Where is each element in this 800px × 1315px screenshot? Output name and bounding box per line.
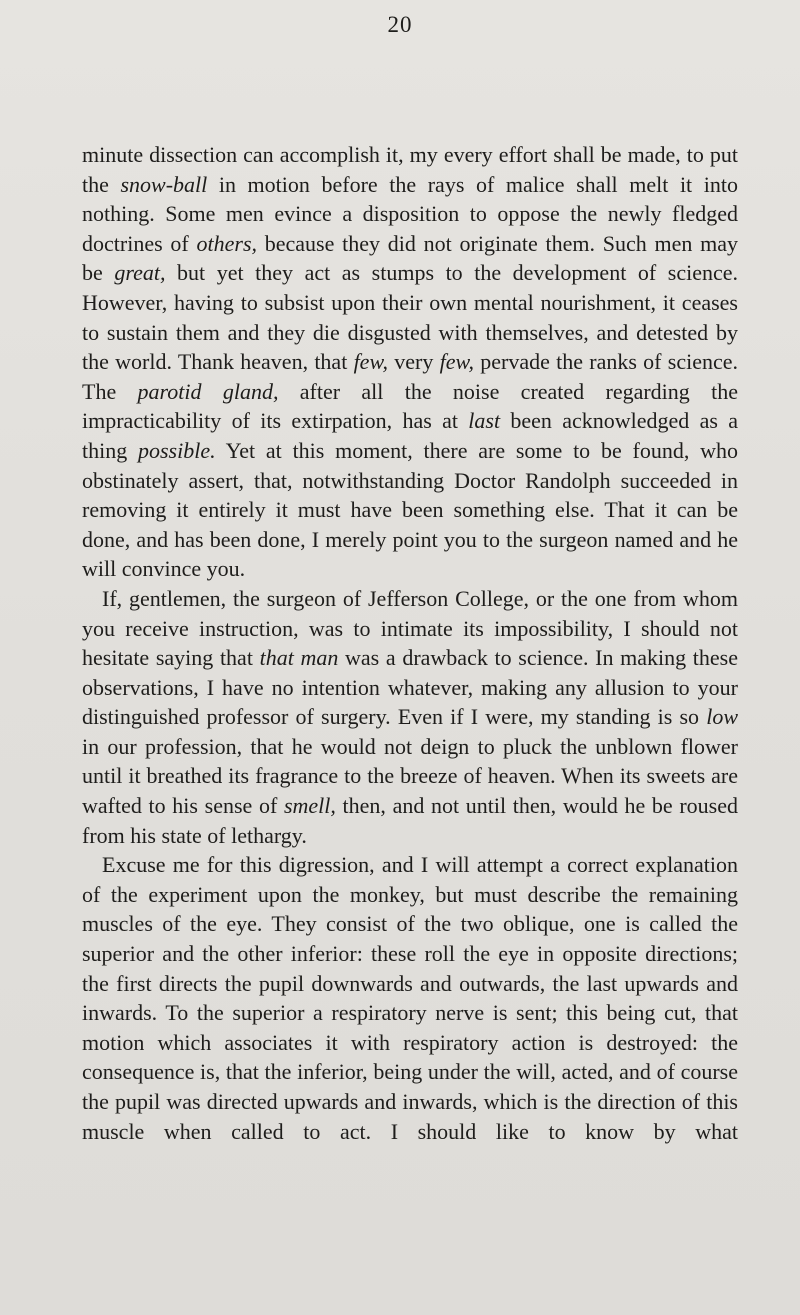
italic-text: that man (259, 645, 339, 671)
italic-text: low (706, 704, 738, 730)
text-run: been acknowledged as a thing (82, 408, 739, 463)
italic-text: last (468, 408, 501, 434)
text-run: after all the noise created regarding the impracticability of its extirpation, has at (82, 378, 738, 434)
italic-text: possible. (138, 437, 216, 463)
page-number: 20 (387, 12, 413, 37)
italic-text: few, (353, 349, 388, 375)
italic-text: parotid gland, (137, 378, 279, 404)
text-run: because they did not originate them. Such men may be (82, 230, 738, 286)
text-run: very (387, 349, 440, 375)
italic-text: great, (114, 260, 166, 286)
text-run: minute dissection can accomplish it, my every effort shall be made, to put the (82, 142, 738, 197)
italic-text: snow-ball (120, 171, 208, 197)
text-run: then, and not until then, would he be roused from his state of lethargy. (82, 793, 738, 848)
text-run: in motion before the rays of malice shall melt it into nothing. Some men evince a disposition to oppose the newly fledged doctrines of (82, 171, 738, 256)
text-run: in our profession, that he would not deign to pluck the unblown flower until it breathed its fragrance to the breeze of heaven. When its sweets are wafted to his sense of (82, 733, 738, 819)
text-run: Yet at this moment, there are some to be found, who obstinately assert, that, notwithstanding Doctor Randolph succeeded in removing it entirely it must have been something else. That it can be done, and has been done, I merely point you to the surgeon named and he will convince you. (82, 437, 738, 582)
italic-text: smell, (283, 793, 336, 819)
text-run: Excuse me for this digression, and I will attempt a correct explanation of the experiment upon the monkey, but must describe the remaining muscles of the eye. They consist of the two oblique, one is called the superior and the other inferior: these roll the eye in opposite directions; the first directs the pupil downwards and outwards, the last upwards and inwards. To the superior a respiratory nerve is sent; this being cut, that motion which associates it with respiratory action is destroyed: the consequence is, that the inferior, being under the will, acted, and of course the pupil was directed upwards and inwards, which is the direction of this muscle when called to act. I should like to know by what (82, 852, 738, 1144)
body-text (82, 140, 738, 1146)
italic-text: few, (439, 349, 475, 375)
italic-text: others, (196, 230, 257, 256)
paragraph (82, 584, 738, 850)
text-run: pervade the ranks of science. The (82, 349, 738, 404)
text-run: but yet they act as stumps to the development of science. However, having to subsist upon their own mental nourishment, it ceases to sustain them and they die disgusted with themselves, and detested by the world. Thank heaven, that (82, 260, 738, 375)
paragraph (82, 850, 738, 1146)
paragraph (82, 140, 738, 584)
text-run: was a drawback to science. In making these observations, I have no intention whatever, making any allusion to your distinguished professor of surgery. Even if I were, my standing is so (82, 645, 738, 730)
text-run: If, gentlemen, the surgeon of Jefferson College, or the one from whom you receive instruction, was to intimate its impossibility, I should not hesitate saying that (82, 585, 738, 671)
